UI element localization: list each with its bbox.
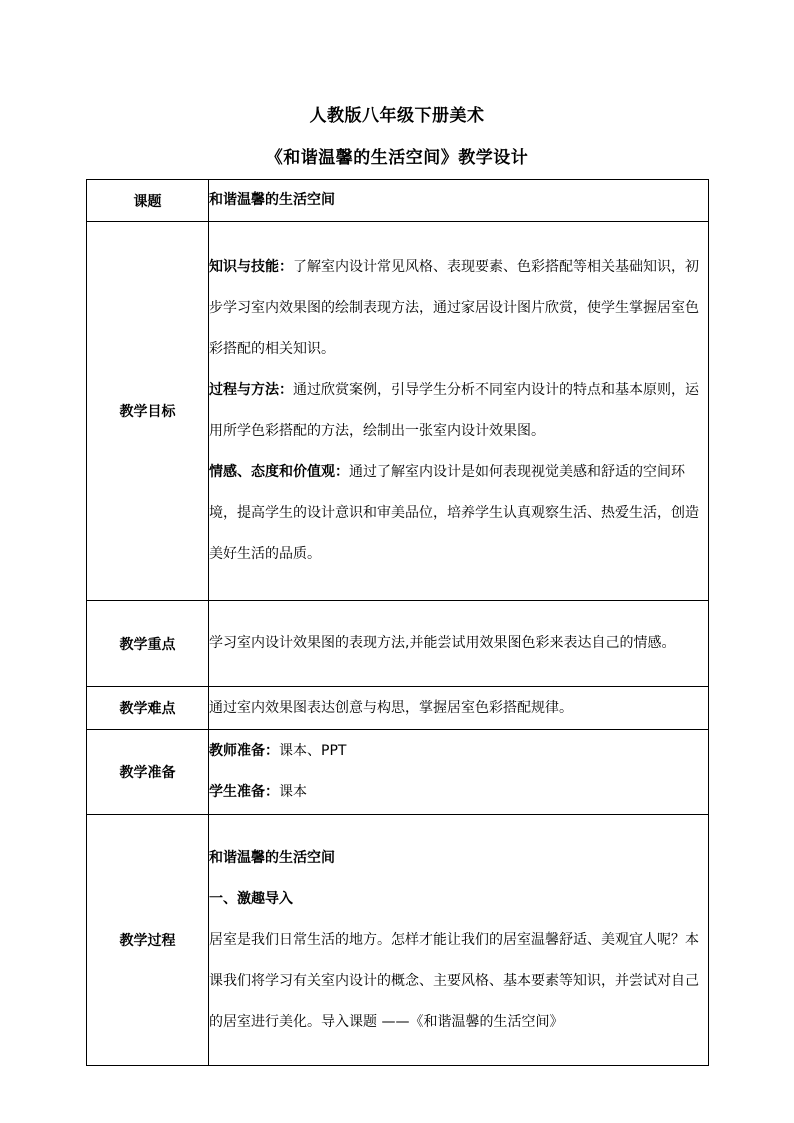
goal-knowledge-text: 了解室内设计常见风格、表现要素、色彩搭配等相关基础知识，初步学习室内效果图的绘制表现方法，通过家居设计图片欣赏，使学生掌握居室色彩搭配的相关知识。 <box>209 259 699 357</box>
topic-value: 和谐温馨的生活空间 <box>209 180 709 222</box>
table-row-preparation <box>87 730 709 815</box>
document-title-line2: 《和谐温馨的生活空间》教学设计 <box>265 148 529 168</box>
process-content <box>209 815 709 1066</box>
difficulties-label: 教学难点 <box>87 687 209 730</box>
process-label: 教学过程 <box>87 815 209 1066</box>
document-title-line1: 人教版八年级下册美术 <box>309 106 485 126</box>
table-row-key-points <box>87 601 709 687</box>
table-row-topic <box>87 180 709 222</box>
goals-label: 教学目标 <box>87 222 209 601</box>
difficulties-value: 通过室内效果图表达创意与构思，掌握居室色彩搭配规律。 <box>209 687 709 730</box>
table-row-difficulties <box>87 687 709 730</box>
table-row-process <box>87 815 709 1066</box>
prep-student <box>209 772 708 813</box>
goal-process-head: 过程与方法： <box>209 382 293 398</box>
goal-emotion <box>209 452 708 575</box>
preparation-label: 教学准备 <box>87 730 209 815</box>
goal-emotion-head: 情感、态度和价值观： <box>209 464 349 480</box>
preparation-content <box>209 730 709 815</box>
process-body: 居室是我们日常生活的地方。怎样才能让我们的居室温馨舒适、美观宜人呢？本课我们将学习有关室内设计的概念、主要风格、基本要素等知识，并尝试对自己的居室进行美化。导入课题 ——《和谐温馨的生活空间》 <box>209 931 699 1030</box>
goal-emotion-text: 通过了解室内设计是如何表现视觉美感和舒适的空间环境，提高学生的设计意识和审美品位，培养学生认真观察生活、热爱生活，创造美好生活的品质。 <box>209 464 699 562</box>
prep-teacher-text: 课本、PPT <box>279 743 347 759</box>
prep-student-head: 学生准备： <box>209 784 279 800</box>
prep-teacher <box>209 731 708 772</box>
prep-student-text: 课本 <box>279 784 307 800</box>
goal-process <box>209 370 708 452</box>
process-subtitle: 和谐温馨的生活空间 <box>209 849 335 866</box>
goal-knowledge <box>209 247 708 370</box>
prep-teacher-head: 教师准备： <box>209 743 279 759</box>
process-section-heading: 一、激趣导入 <box>209 890 293 907</box>
lesson-plan-table <box>86 179 709 1066</box>
goal-process-text: 通过欣赏案例，引导学生分析不同室内设计的特点和基本原则，运用所学色彩搭配的方法，绘制出一张室内设计效果图。 <box>209 382 699 439</box>
table-row-goals <box>87 222 709 601</box>
key-points-label: 教学重点 <box>87 601 209 687</box>
goal-knowledge-head: 知识与技能： <box>209 259 293 275</box>
topic-label: 课题 <box>87 180 209 222</box>
key-points-value: 学习室内设计效果图的表现方法,并能尝试用效果图色彩来表达自己的情感。 <box>209 601 709 687</box>
goals-content <box>209 222 709 601</box>
